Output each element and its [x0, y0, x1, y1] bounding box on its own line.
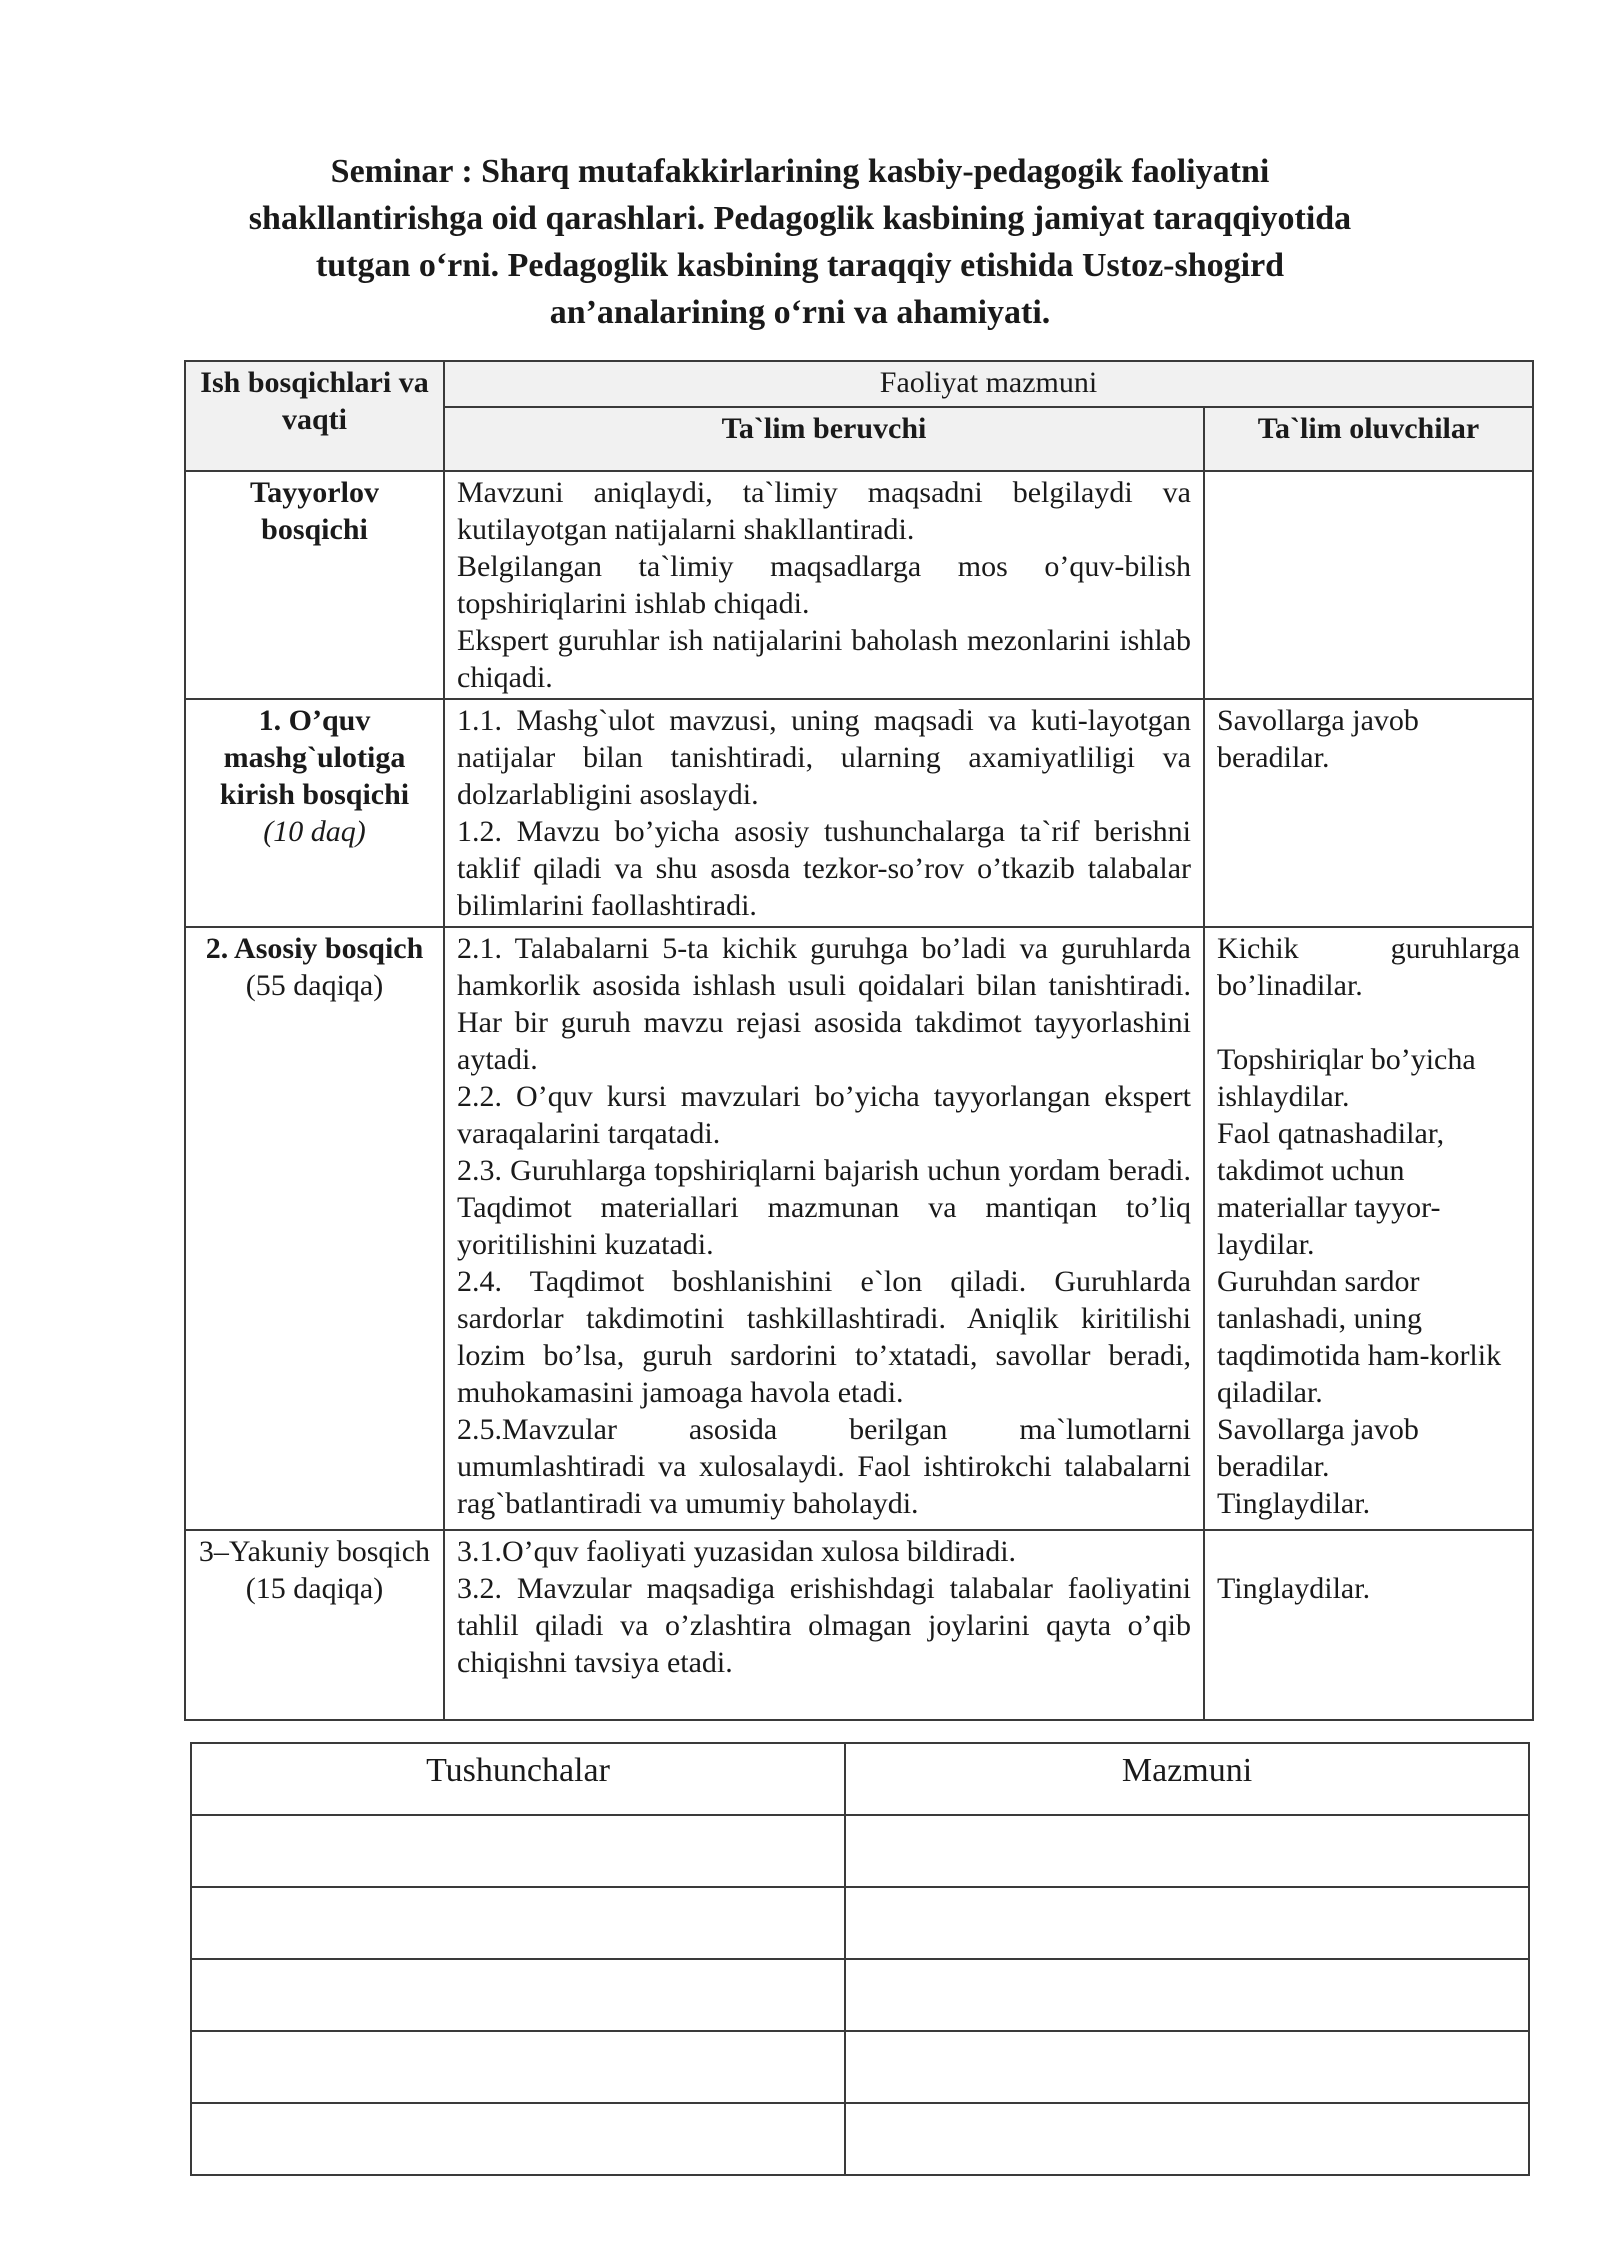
teacher-step: Belgilangan ta`limiy maqsadlarga mos o’quv-bilish topshiriqlarini ishlab chiqadi. [457, 550, 1191, 620]
students-cell [1204, 699, 1533, 927]
teacher-step: 1.2. Mavzu bo’yicha asosiy tushunchalarga ta`rif berishni taklif qiladi va shu asosda tezkor-so’rov o’tkazib talabalar bilimlarini faollashtiradi. [457, 815, 1191, 922]
students-cell [1204, 471, 1533, 699]
empty-cell[interactable] [845, 1959, 1529, 2031]
stage-cell [185, 471, 444, 699]
concepts-table [190, 1742, 1530, 2176]
teacher-step: 2.2. O’quv kursi mavzulari bo’yicha tayyorlangan ekspert varaqalarini tarqatadi. [457, 1080, 1191, 1150]
stage-name: Tayyorlov bosqichi [250, 476, 379, 546]
student-activity: Faol qatnashadilar, takdimot uchun materiallar tayyor-laydilar. [1217, 1117, 1445, 1261]
empty-cell[interactable] [845, 2031, 1529, 2103]
teacher-cell [444, 471, 1204, 699]
teacher-step: 3.1.O’quv faoliyati yuzasidan xulosa bildiradi. [457, 1535, 1017, 1568]
stage-name: 1. O’quv mashg`ulotiga kirish bosqichi [219, 704, 410, 811]
empty-cell[interactable] [845, 2103, 1529, 2175]
stage-time: (10 daq) [263, 815, 366, 848]
stage-time: (15 daqiqa) [245, 1572, 384, 1605]
activity-content-header: Faoliyat mazmuni [444, 361, 1533, 407]
empty-cell[interactable] [191, 1887, 845, 1959]
teacher-step: 2.5.Mavzular asosida berilgan ma`lumotlarni umumlashtiradi va xulosalaydi. Faol ishtirokchi talabalarni rag`batlantiradi va umumiy baholaydi. [457, 1413, 1191, 1520]
student-activity: Savollarga javob beradilar. [1217, 704, 1419, 774]
teacher-step: 2.4. Taqdimot boshlanishini e`lon qiladi. Guruhlarda sardorlar takdimotini tashkillashtiradi. Aniqlik kiritilishi lozim bo’lsa, guruh sardorini to’xtatadi, savollar beradi, muhokamasini jamoaga havola etadi. [457, 1265, 1191, 1409]
stage-column-header: Ish bosqichlari va vaqti [185, 361, 444, 471]
title-line: an’analarining o‘rni va ahamiyati. [549, 294, 1051, 331]
lesson-plan-table [184, 360, 1534, 1721]
empty-row [191, 2031, 1529, 2103]
students-column-header: Ta`lim oluvchilar [1204, 407, 1533, 471]
student-activity: Savollarga javob beradilar. [1217, 1413, 1419, 1483]
teacher-step: Ekspert guruhlar ish natijalarini baholash mezonlarini ishlab chiqadi. [457, 624, 1191, 694]
title-line: shakllantirishga oid qarashlari. Pedagoglik kasbining jamiyat taraqqiyotida [248, 200, 1352, 237]
empty-row [191, 2103, 1529, 2175]
document-title [220, 148, 1380, 336]
table-header-row [191, 1743, 1529, 1815]
student-activity: Kichik guruhlarga bo’linadilar. [1217, 932, 1520, 1002]
teacher-cell [444, 1530, 1204, 1720]
empty-cell[interactable] [191, 2031, 845, 2103]
stage-time: (55 daqiqa) [245, 969, 384, 1002]
title-line: tutgan o‘rni. Pedagoglik kasbining taraqqiy etishida Ustoz-shogird [315, 247, 1285, 284]
title-line: Seminar : Sharq mutafakkirlarining kasbiy-pedagogik faoliyatni [330, 153, 1270, 190]
empty-cell[interactable] [191, 1959, 845, 2031]
student-activity: Guruhdan sardor tanlashadi, uning taqdimotida ham-korlik qiladilar. [1217, 1265, 1502, 1409]
student-activity: Tinglaydilar. [1217, 1572, 1371, 1605]
concepts-header: Tushunchalar [191, 1743, 845, 1815]
teacher-cell [444, 927, 1204, 1530]
empty-cell[interactable] [191, 2103, 845, 2175]
table-row [185, 699, 1533, 927]
teacher-column-header: Ta`lim beruvchi [444, 407, 1204, 471]
stage-cell [185, 699, 444, 927]
empty-cell[interactable] [845, 1887, 1529, 1959]
teacher-step: 2.1. Talabalarni 5-ta kichik guruhga bo’ladi va guruhlarda hamkorlik asosida ishlash usuli qoidalari bilan tanishtiradi. Har bir guruh mavzu rejasi asosida takdimot tayyorlashini aytadi. [457, 932, 1191, 1076]
table-row [185, 471, 1533, 699]
empty-cell[interactable] [191, 1815, 845, 1887]
empty-row [191, 1887, 1529, 1959]
students-cell [1204, 1530, 1533, 1720]
empty-row [191, 1815, 1529, 1887]
spacer [1217, 1533, 1520, 1570]
teacher-step: 2.3. Guruhlarga topshiriqlarni bajarish uchun yordam beradi. Taqdimot materiallari mazmunan va mantiqan to’liq yoritilishini kuzatadi. [457, 1154, 1191, 1261]
students-cell [1204, 927, 1533, 1530]
teacher-step: Mavzuni aniqlaydi, ta`limiy maqsadni belgilaydi va kutilayotgan natijalarni shakllantiradi. [457, 476, 1191, 546]
stage-cell [185, 927, 444, 1530]
student-activity: Topshiriqlar bo’yicha ishlaydilar. [1217, 1043, 1476, 1113]
spacer [1217, 1004, 1520, 1041]
table-row [185, 1530, 1533, 1720]
stage-name: 2. Asosiy bosqich [205, 932, 424, 965]
empty-cell[interactable] [845, 1815, 1529, 1887]
teacher-cell [444, 699, 1204, 927]
student-activity: Tinglaydilar. [1217, 1487, 1371, 1520]
content-header: Mazmuni [845, 1743, 1529, 1815]
stage-cell [185, 1530, 444, 1720]
table-row [185, 927, 1533, 1530]
stage-name: 3–Yakuniy bosqich [198, 1535, 431, 1568]
teacher-step: 3.2. Mavzular maqsadiga erishishdagi talabalar faoliyatini tahlil qiladi va o’zlashtira olmagan joylarini qayta o’qib chiqishni tavsiya etadi. [457, 1572, 1191, 1679]
empty-row [191, 1959, 1529, 2031]
teacher-step: 1.1. Mashg`ulot mavzusi, uning maqsadi va kuti-layotgan natijalar bilan tanishtiradi, ularning axamiyatliligi va dolzarlabligini asoslaydi. [457, 704, 1191, 811]
